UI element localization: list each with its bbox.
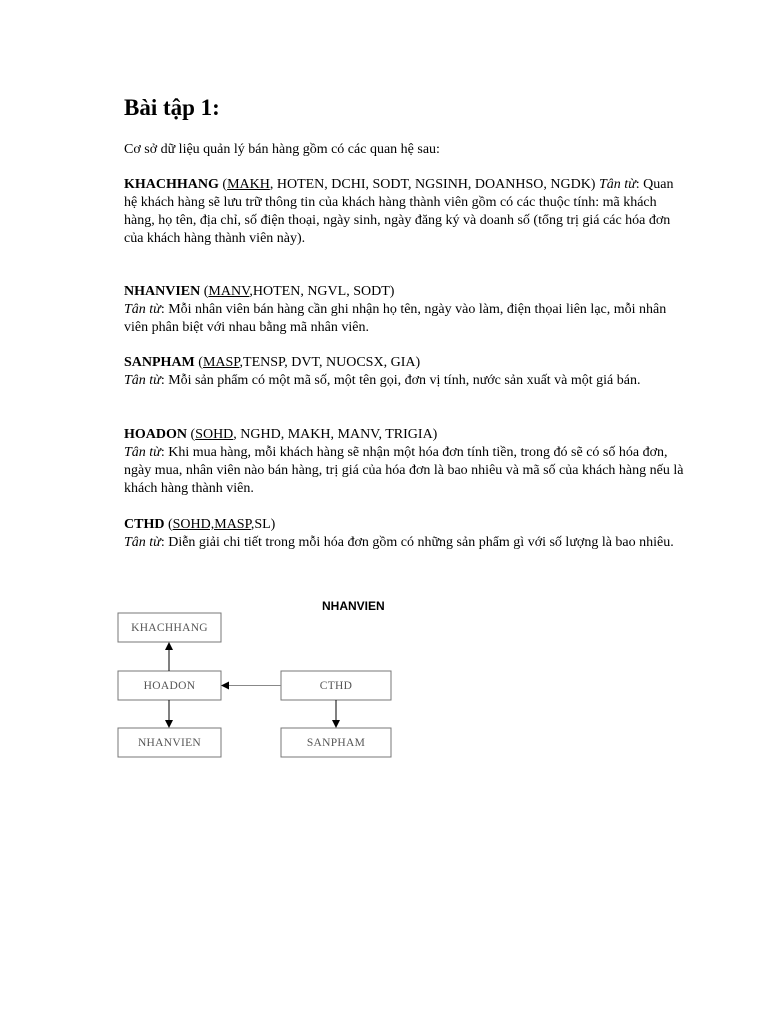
relation-schema: CTHD (SOHD,MASP,SL) <box>124 517 276 532</box>
box-label: SANPHAM <box>306 737 366 749</box>
relation-description: : Khi mua hàng, mỗi khách hàng sẽ nhận một hóa đơn tính tiền, trong đó sẽ có số hóa đơn, ngày mua, nhân viên nào bán hàng, trị giá của hóa đơn là bao nhiêu và mã số của khách hàng nếu là khách hàng thành viên. <box>124 445 684 496</box>
tantu-label: Tân từ <box>124 302 161 317</box>
primary-key: SOHD <box>195 427 234 442</box>
relation-attributes: , HOTEN, DCHI, SODT, NGSINH, DOANHSO, NGDK) <box>269 177 596 192</box>
box-nhanvien <box>118 728 221 757</box>
relation-description: : Quan hệ khách hàng sẽ lưu trữ thông tin của khách hàng thành viên gồm có các thuộc tính: mã khách hàng, họ tên, địa chỉ, số điện thoại, ngày sinh, ngày đăng ký và doanh số (tổng trị giá các hóa đơn của khách hàng thành viên này). <box>124 177 674 246</box>
box-label: NHANVIEN <box>137 737 202 749</box>
primary-key: MANV <box>208 284 250 299</box>
box-label: HOADON <box>143 680 196 692</box>
tantu-label: Tân từ <box>124 535 161 550</box>
page-title: Bài tập 1: <box>124 95 220 120</box>
relation-description: : Mỗi sản phẩm có một mã số, một tên gọi, đơn vị tính, nước sản xuất và một giá bán. <box>160 373 641 388</box>
box-khachhang <box>118 613 221 642</box>
tantu-label: Tân từ <box>598 177 636 192</box>
relation-name: HOADON <box>124 427 187 442</box>
relation-attributes: , NGHD, MAKH, MANV, TRIGIA) <box>233 427 438 442</box>
relation-name: SANPHAM <box>124 355 195 370</box>
relation-schema: SANPHAM (MASP,TENSP, DVT, NUOCSX, GIA) <box>124 355 421 370</box>
box-sanpham <box>281 728 391 757</box>
tantu-label: Tân từ <box>124 373 161 388</box>
relation-schema: NHANVIEN (MANV,HOTEN, NGVL, SODT) <box>124 284 395 299</box>
primary-key: MASP <box>202 355 240 370</box>
primary-key: SOHD,MASP <box>172 517 251 532</box>
relation-schema: KHACHHANG (MAKH, HOTEN, DCHI, SODT, NGSINH, DOANHSO, NGDK) Tân từ: Quan hệ khách hàng sẽ lưu trữ thông tin của khách hàng thành viên gồm có các thuộc tính: mã khách hàng, họ tên, địa chỉ, số điện thoại, ngày sinh, ngày đăng ký và doanh số (tổng trị giá các hóa đơn của khách hàng thành viên này). <box>124 177 674 246</box>
relation-attributes: ,SL) <box>250 517 276 532</box>
box-label: KHACHHANG <box>131 622 208 634</box>
relation-schema: HOADON (SOHD, NGHD, MAKH, MANV, TRIGIA) <box>124 427 438 442</box>
diagram-title: NHANVIEN <box>322 599 385 613</box>
box-cthd <box>281 671 391 700</box>
relation-attributes: ,HOTEN, NGVL, SODT) <box>249 284 395 299</box>
relation-attributes: ,TENSP, DVT, NUOCSX, GIA) <box>239 355 421 370</box>
primary-key: MAKH <box>227 177 270 192</box>
relation-name: NHANVIEN <box>124 284 201 299</box>
relation-description: : Mỗi nhân viên bán hàng cần ghi nhận họ tên, ngày vào làm, điện thọai liên lạc, mỗi nhân viên phân biệt với nhau bằng mã nhân viên. <box>124 302 667 335</box>
box-hoadon <box>118 671 221 700</box>
relation-name: CTHD <box>124 517 165 532</box>
intro-text: Cơ sở dữ liệu quản lý bán hàng gồm có các quan hệ sau: <box>124 142 440 157</box>
tantu-label: Tân từ <box>124 445 161 460</box>
relation-name: KHACHHANG <box>124 177 219 192</box>
relation-description: : Diễn giải chi tiết trong mỗi hóa đơn gồm có những sản phẩm gì với số lượng là bao nhiêu. <box>160 535 674 550</box>
box-label: CTHD <box>319 680 353 692</box>
